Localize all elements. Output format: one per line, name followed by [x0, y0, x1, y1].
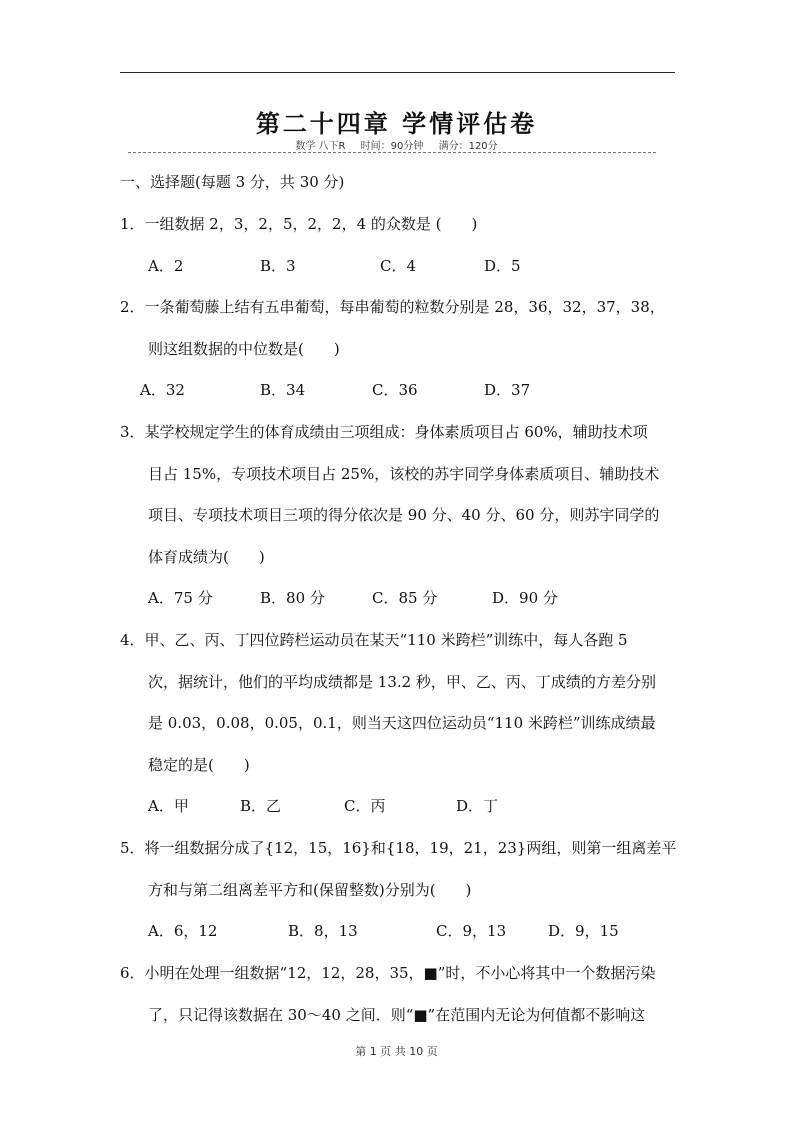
- question-4-line-1: 4．甲、乙、丙、丁四位跨栏运动员在某天“110 米跨栏”训练中，每人各跑 5: [120, 631, 628, 649]
- question-5-line-1: 5．将一组数据分成了{12，15，16}和{18，19，21，23}两组，则第一组离差平: [120, 839, 677, 857]
- q1-option-d: D．5: [484, 257, 521, 275]
- q2-option-d: D．37: [484, 381, 531, 399]
- q1-option-b: B．3: [260, 257, 296, 275]
- question-2-line-2: 则这组数据的中位数是( ): [148, 340, 340, 358]
- time-label: 时间：90分钟: [360, 141, 424, 152]
- q2-option-b: B．34: [260, 381, 306, 399]
- question-3-line-2: 目占 15%，专项技术项目占 25%，该校的苏宇同学身体素质项目、辅助技术: [148, 465, 660, 483]
- question-3-line-1: 3．某学校规定学生的体育成绩由三项组成：身体素质项目占 60%，辅助技术项: [120, 423, 648, 441]
- q4-option-a: A．甲: [148, 797, 189, 815]
- question-3-line-4: 体育成绩为( ): [148, 548, 265, 566]
- question-4-line-2: 次，据统计，他们的平均成绩都是 13.2 秒，甲、乙、丙、丁成绩的方差分别: [148, 673, 656, 691]
- q4-option-b: B．乙: [240, 797, 282, 815]
- page-footer: 第 1 页 共 10 页: [355, 1045, 438, 1058]
- score-label: 满分：120分: [438, 141, 498, 152]
- question-6-line-2: 了，只记得该数据在 30～40 之间．则“■”在范围内无论为何值都不影响这: [148, 1006, 646, 1024]
- subject-label: 数学 八下R: [295, 141, 346, 152]
- top-rule: [120, 72, 675, 73]
- question-2-line-1: 2．一条葡萄藤上结有五串葡萄，每串葡萄的粒数分别是 28，36，32，37，38，: [120, 298, 665, 316]
- q1-option-c: C．4: [380, 257, 417, 275]
- section-heading: 一、选择题(每题 3 分，共 30 分): [120, 173, 345, 191]
- q5-option-c: C．9，13: [436, 922, 507, 940]
- q4-option-c: C．丙: [344, 797, 386, 815]
- q5-option-d: D．9，15: [548, 922, 619, 940]
- q3-option-d: D．90 分: [492, 589, 558, 607]
- q1-option-a: A．2: [148, 257, 184, 275]
- q3-option-c: C．85 分: [372, 589, 438, 607]
- page-subtitle: [0, 137, 793, 152]
- question-5-line-2: 方和与第二组离差平方和(保留整数)分别为( ): [148, 881, 472, 899]
- question-6-line-1: 6．小明在处理一组数据“12，12，28，35，■”时，不小心将其中一个数据污染: [120, 964, 656, 982]
- page-title: 第二十四章 学情评估卷: [255, 109, 538, 138]
- q2-option-a: A．32: [140, 381, 185, 399]
- q2-option-c: C．36: [372, 381, 418, 399]
- q4-option-d: D．丁: [456, 797, 499, 815]
- question-4-line-3: 是 0.03，0.08，0.05，0.1，则当天这四位运动员“110 米跨栏”训练成绩最: [148, 714, 656, 732]
- question-1: 1．一组数据 2，3，2，5，2，2，4 的众数是 ( ): [120, 215, 478, 233]
- question-3-line-3: 项目、专项技术项目三项的得分依次是 90 分、40 分、60 分，则苏宇同学的: [148, 506, 660, 524]
- question-4-line-4: 稳定的是( ): [148, 756, 250, 774]
- q5-option-a: A．6，12: [148, 922, 218, 940]
- q3-option-a: A．75 分: [148, 589, 213, 607]
- q3-option-b: B．80 分: [260, 589, 325, 607]
- dotted-rule: [128, 152, 656, 153]
- q5-option-b: B．8，13: [288, 922, 358, 940]
